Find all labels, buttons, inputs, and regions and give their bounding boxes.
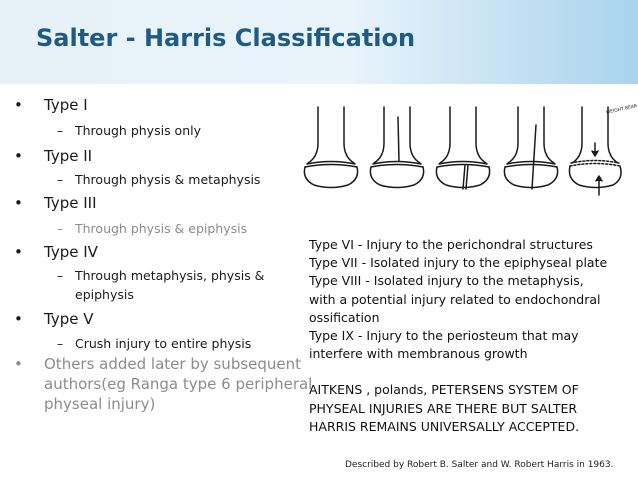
extended-type-line: Type VIII - Isolated injury to the metaphysis,: [309, 273, 584, 289]
systems-note-line: HARRIS REMAINS UNIVERSALLY ACCEPTED.: [309, 418, 580, 434]
slide-title: Salter - Harris Classification: [36, 24, 416, 52]
type-2-diagram: [370, 107, 423, 188]
type-1-diagram: [304, 107, 357, 188]
systems-note-line: PHYSEAL INJURIES ARE THERE BUT SALTER: [309, 400, 578, 416]
dash-icon: –: [57, 268, 64, 283]
bullet-dot-icon: •: [14, 96, 23, 114]
dash-icon: –: [57, 336, 64, 351]
type-3-diagram: [436, 107, 489, 189]
bullet-dot-icon: •: [14, 355, 23, 373]
extended-type-line: ossification: [309, 309, 380, 325]
dash-icon: –: [57, 172, 64, 187]
title-band: [0, 0, 638, 84]
systems-note-line: AITKENS , polands, PETERSENS SYSTEM OF: [309, 382, 579, 398]
weight-bear-label: WEIGHT BEAR: [605, 104, 638, 116]
bullet-dot-icon: •: [14, 243, 23, 261]
bullet-dot-icon: •: [14, 147, 23, 165]
extended-type-line: Type VII - Isolated injury to the epiphyseal plate: [309, 255, 608, 271]
bullet-dot-icon: •: [14, 310, 23, 328]
type-4-diagram: [504, 107, 557, 189]
bullet-dot-icon: •: [14, 194, 23, 212]
dash-icon: –: [57, 221, 64, 236]
extended-type-line: interfere with membranous growth: [309, 346, 528, 362]
slide: Salter - Harris Classification • Type I – Through physis only • Type II – Through physis & metaphysis • Type III – Through physis & epiphysis • Type IV – Through metaphysis, physis & epiphysis • Type V – Crush injury to entire physis • Others added later by subsequent authors(eg Ranga type 6 peripheral physeal injury) WEIGHT BEAR Type VI - Injury to the perichondral structures Type VII - Isolated injury to the epiphyseal plate Type VIII - Isolated injury to the metaphysis, with a potential injury related to endochondral ossification Type IX - Injury to the periosteum that may interfere with membranous growth AITKENS , polands, PETERSENS SYSTEM OF PHYSEAL INJURIES ARE THERE BUT SALTER HARRIS REMAINS UNIVERSALLY ACCEPTED. Described by Robert B. Salter and W. Robert Harris in 1963.: [0, 0, 638, 479]
extended-type-line: with a potential injury related to endochondral: [309, 291, 601, 307]
salter-harris-diagrams: [300, 103, 638, 213]
extended-types-box: [309, 236, 629, 436]
credit-line: Described by Robert B. Salter and W. Robert Harris in 1963.: [345, 460, 614, 470]
type-5-diagram: [569, 107, 621, 195]
dash-icon: –: [57, 123, 64, 138]
extended-type-line: Type IX - Injury to the periosteum that may: [309, 328, 579, 344]
extended-type-line: Type VI - Injury to the perichondral structures: [309, 237, 593, 252]
